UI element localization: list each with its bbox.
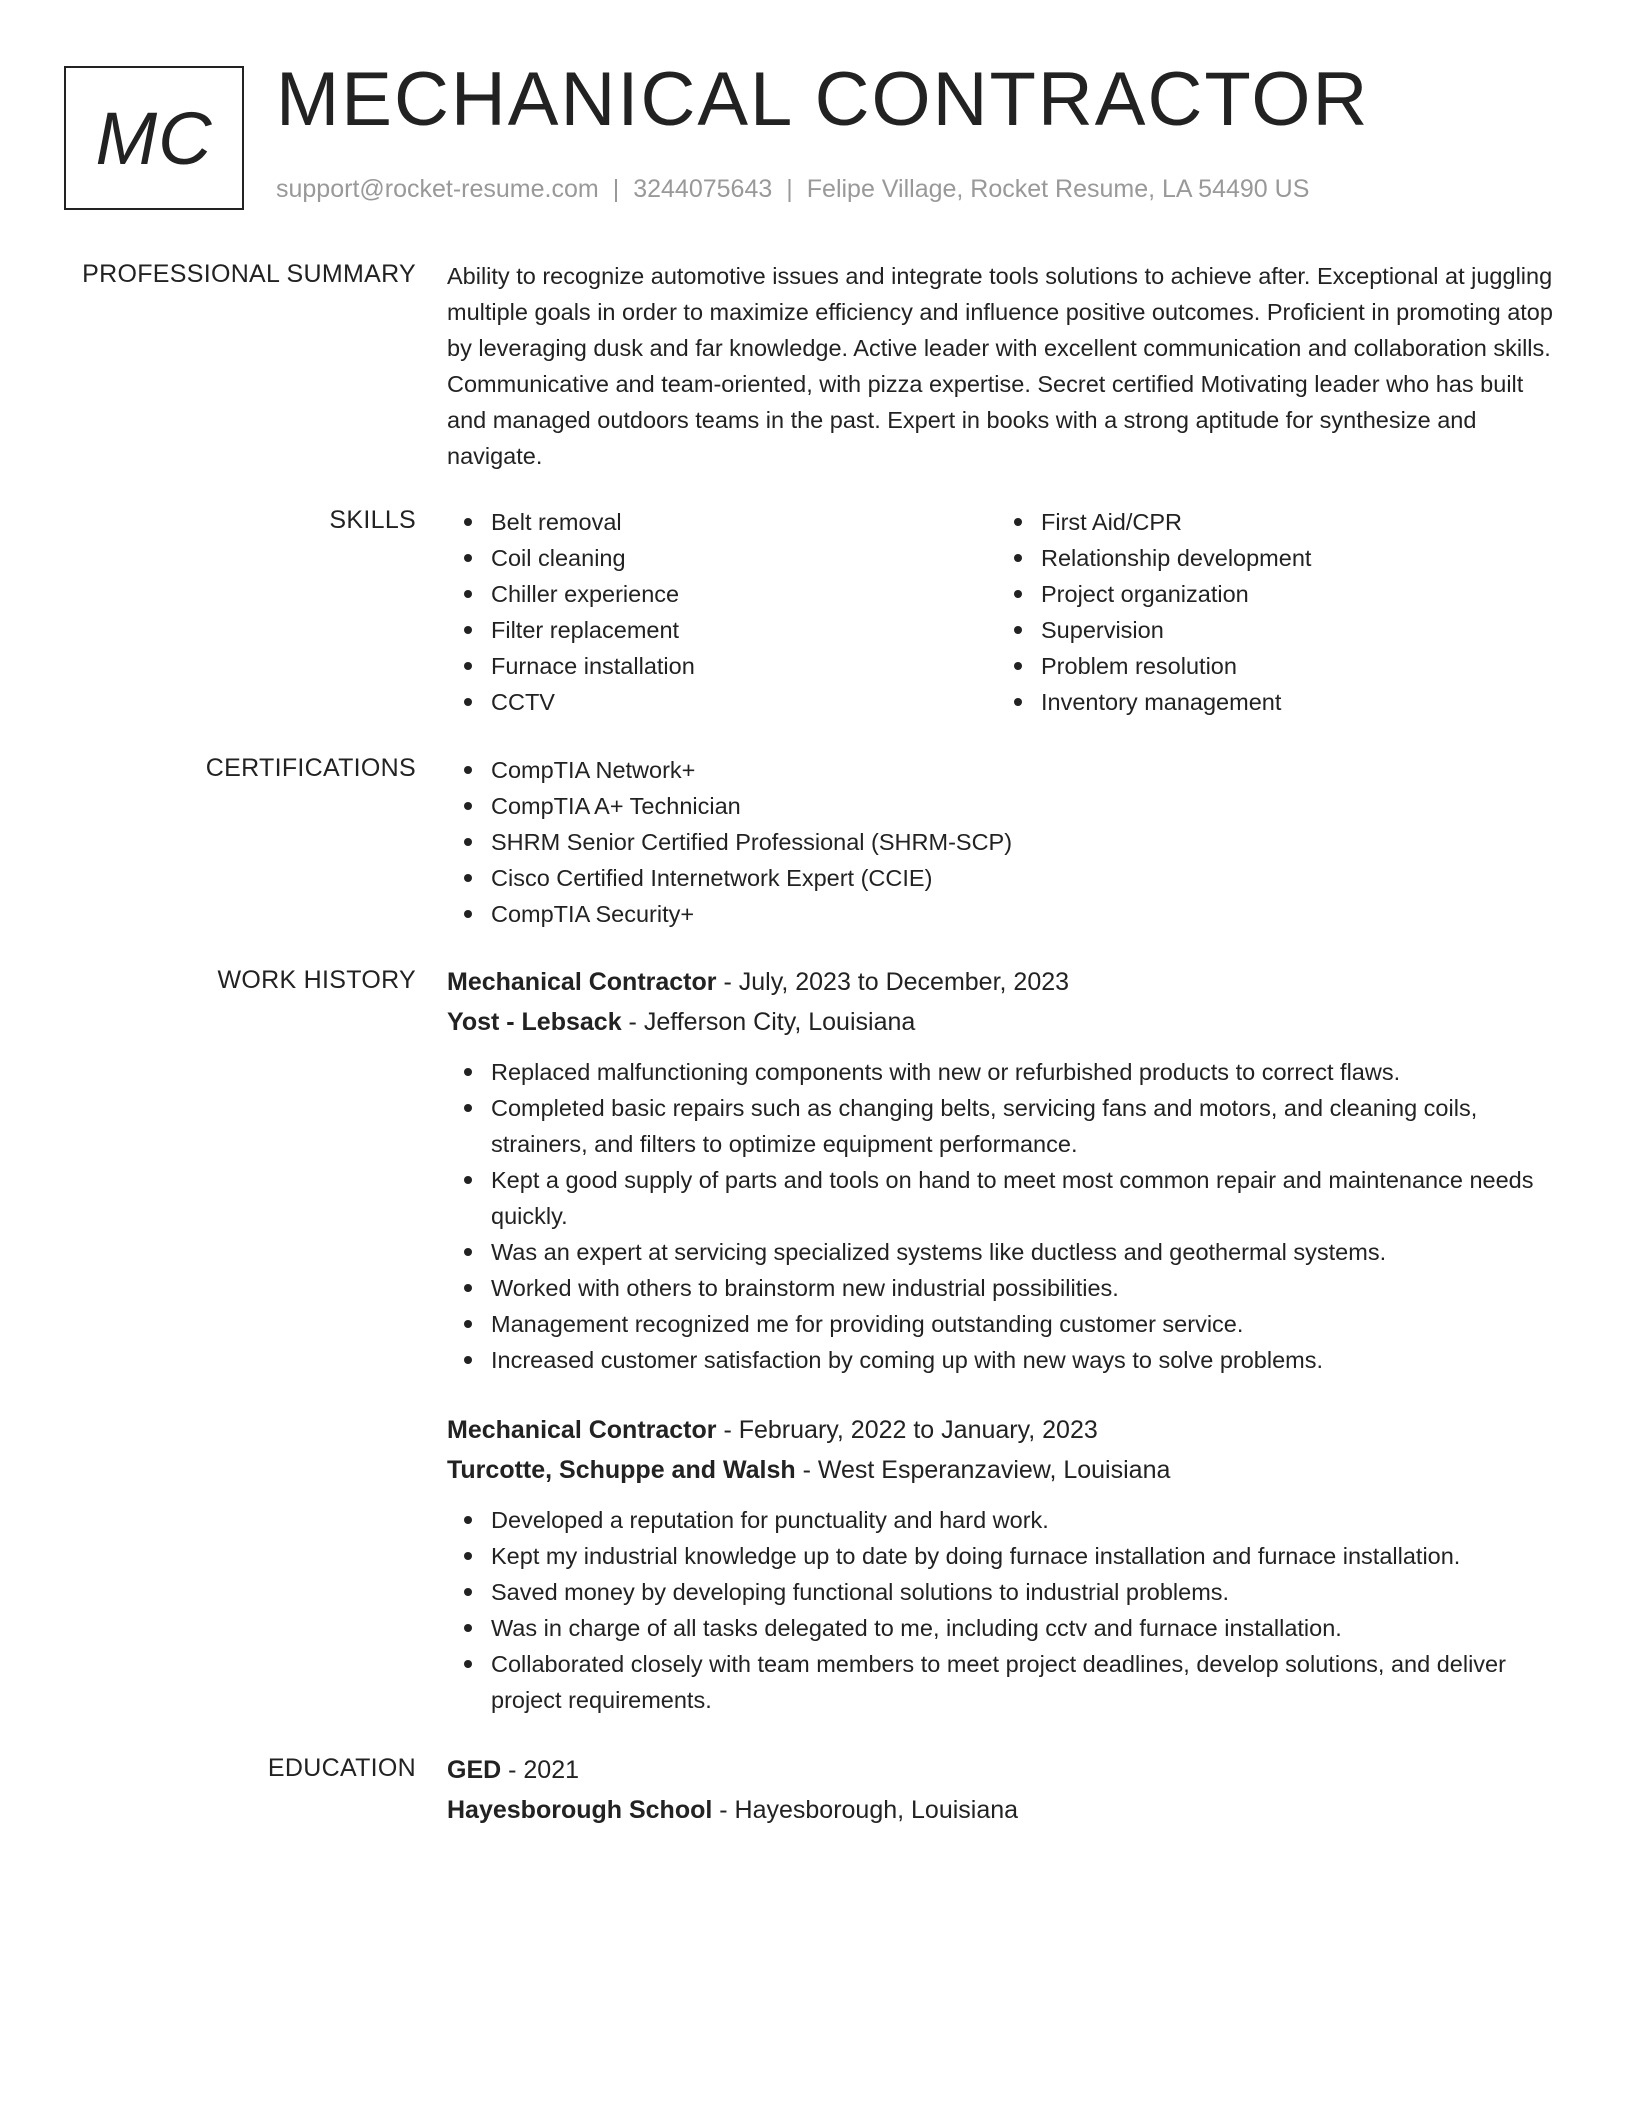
skill-item: Inventory management [997, 684, 1547, 720]
employer-location: - West Esperanzaview, Louisiana [795, 1456, 1171, 1484]
skill-item: Project organization [997, 576, 1547, 612]
job-duties [447, 1502, 1567, 1718]
certification-item: Cisco Certified Internetwork Expert (CCIE) [447, 860, 1567, 896]
skills-column-left [447, 504, 997, 720]
job-duties [447, 1054, 1567, 1378]
duty-item: Kept a good supply of parts and tools on hand to meet most common repair and maintenance needs quickly. [447, 1162, 1567, 1234]
skill-item: Belt removal [447, 504, 997, 540]
duty-item: Completed basic repairs such as changing belts, servicing fans and motors, and cleaning coils, strainers, and filters to optimize equipment performance. [447, 1090, 1567, 1162]
duty-item: Was in charge of all tasks delegated to me, including cctv and furnace installation. [447, 1610, 1567, 1646]
job-entry [447, 1410, 1567, 1718]
education-entry [447, 1750, 1567, 1842]
job-title-line [447, 1410, 1567, 1450]
employer-name: Yost - Lebsack [447, 1008, 622, 1036]
certification-item: SHRM Senior Certified Professional (SHRM-SCP) [447, 824, 1567, 860]
certifications-heading: CERTIFICATIONS [205, 754, 416, 782]
duty-item: Replaced malfunctioning components with new or refurbished products to correct flaws. [447, 1054, 1567, 1090]
contact-line [276, 175, 1309, 204]
skill-item: Relationship development [997, 540, 1547, 576]
school-location: - Hayesborough, Louisiana [712, 1796, 1019, 1824]
duty-item: Worked with others to brainstorm new industrial possibilities. [447, 1270, 1567, 1306]
duty-item: Management recognized me for providing outstanding customer service. [447, 1306, 1567, 1342]
degree: GED [447, 1756, 502, 1784]
skills-column-right [997, 504, 1547, 720]
employer-line [447, 1002, 1567, 1042]
job-title: Mechanical Contractor [447, 968, 717, 996]
school-name: Hayesborough School [447, 1796, 713, 1824]
skill-item: Coil cleaning [447, 540, 997, 576]
skills-heading: SKILLS [329, 506, 416, 534]
duty-item: Developed a reputation for punctuality and hard work. [447, 1502, 1567, 1538]
school-line [447, 1790, 1567, 1830]
degree-year: - 2021 [501, 1756, 580, 1784]
employer-name: Turcotte, Schuppe and Walsh [447, 1456, 796, 1484]
contact-separator: | [612, 175, 620, 203]
skill-item: Problem resolution [997, 648, 1547, 684]
skill-item: Furnace installation [447, 648, 997, 684]
contact-email[interactable]: support@rocket-resume.com [276, 175, 599, 203]
job-title: Mechanical Contractor [447, 1416, 717, 1444]
skill-item: Chiller experience [447, 576, 997, 612]
degree-line [447, 1750, 1567, 1790]
certification-item: CompTIA Security+ [447, 896, 1567, 932]
employer-location: - Jefferson City, Louisiana [621, 1008, 916, 1036]
contact-phone[interactable]: 3244075643 [633, 175, 773, 203]
skills-list [447, 504, 1567, 720]
certification-item: CompTIA A+ Technician [447, 788, 1567, 824]
education-heading: EDUCATION [267, 1754, 416, 1782]
duty-item: Kept my industrial knowledge up to date by doing furnace installation and furnace installation. [447, 1538, 1567, 1574]
resume-name: MECHANICAL CONTRACTOR [276, 57, 1370, 142]
duty-item: Was an expert at servicing specialized systems like ductless and geothermal systems. [447, 1234, 1567, 1270]
job-title-line [447, 962, 1567, 1002]
duty-item: Saved money by developing functional solutions to industrial problems. [447, 1574, 1567, 1610]
summary-text: Ability to recognize automotive issues and integrate tools solutions to achieve after. Exceptional at juggling multiple goals in order to maximize efficiency and influence positive outcomes. Proficient in promoting atop by leveraging dusk and far knowledge. Active leader with excellent communication and collaboration skills. Communicative and team-oriented, with pizza expertise. Secret certified Motivating leader who has built and managed outdoors teams in the past. Expert in books with a strong aptitude for synthesize and navigate. [447, 263, 1553, 469]
contact-address: Felipe Village, Rocket Resume, LA 54490 US [806, 175, 1310, 203]
duty-item: Increased customer satisfaction by coming up with new ways to solve problems. [447, 1342, 1567, 1378]
duty-item: Collaborated closely with team members to meet project deadlines, develop solutions, and deliver project requirements. [447, 1646, 1567, 1718]
monogram: MC [64, 66, 244, 210]
certification-item: CompTIA Network+ [447, 752, 1567, 788]
job-dates: - February, 2022 to January, 2023 [716, 1416, 1098, 1444]
skill-item: CCTV [447, 684, 997, 720]
work-history-heading: WORK HISTORY [217, 966, 416, 994]
skill-item: Supervision [997, 612, 1547, 648]
summary-heading: PROFESSIONAL SUMMARY [82, 260, 416, 288]
skill-item: Filter replacement [447, 612, 997, 648]
job-dates: - July, 2023 to December, 2023 [716, 968, 1070, 996]
employer-line [447, 1450, 1567, 1490]
certifications-list [447, 752, 1567, 932]
skill-item: First Aid/CPR [997, 504, 1547, 540]
job-entry [447, 962, 1567, 1378]
contact-separator: | [786, 175, 793, 203]
